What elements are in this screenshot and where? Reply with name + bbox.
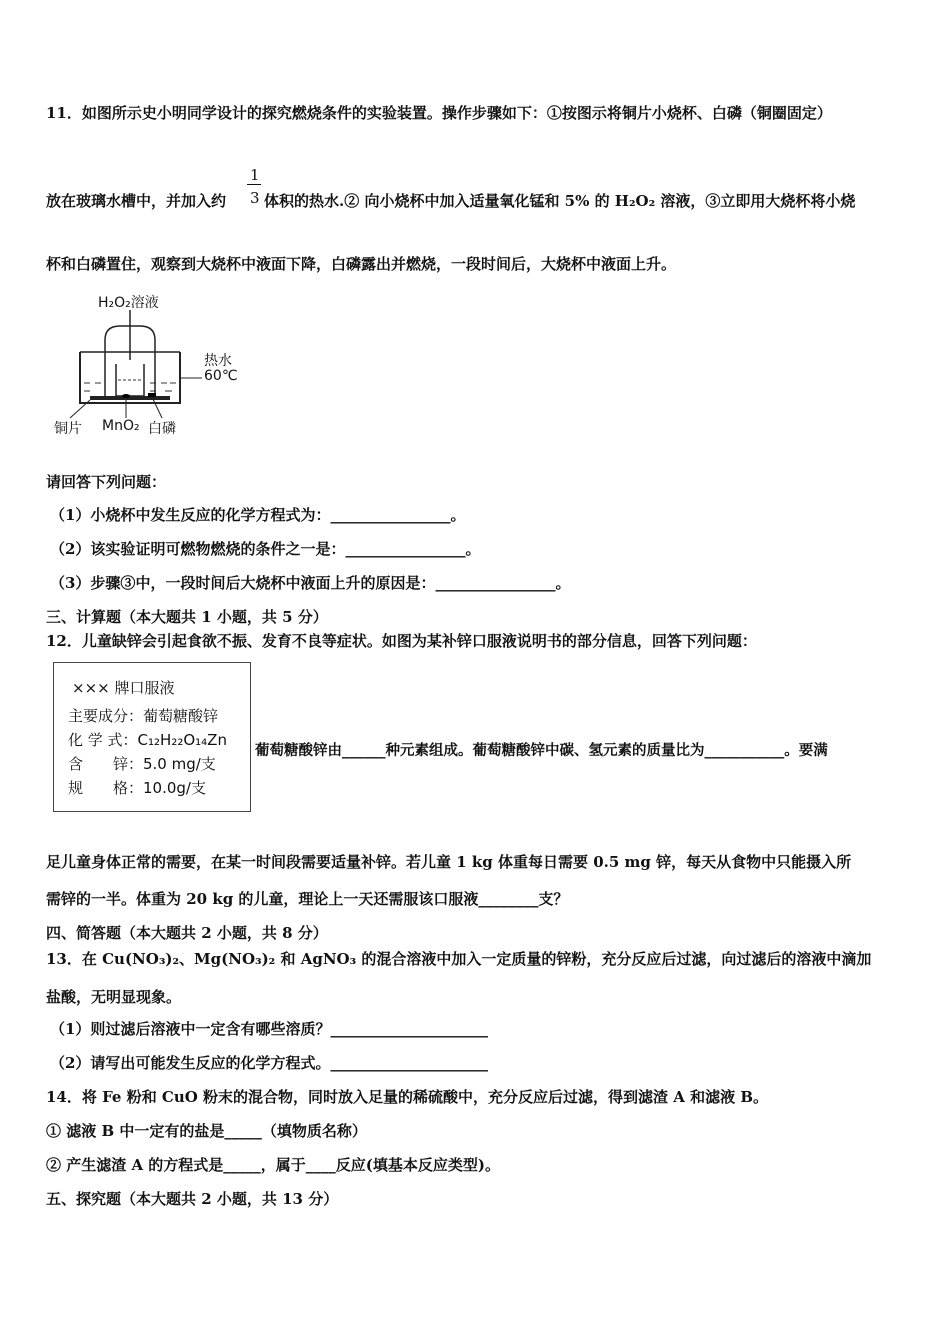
q12-line2: 足儿童身体正常的需要，在某一时间段需要适量补锌。若儿童 1 kg 体重每日需要 0.5 mg 锌，每天从食物中只能摄入所 xyxy=(46,853,852,871)
fraction-bar xyxy=(247,184,261,185)
q11-line2a: 放在玻璃水槽中，并加入约 xyxy=(46,192,227,210)
apparatus-figure xyxy=(50,290,250,440)
label-title: ××× 牌口服液 xyxy=(72,679,175,697)
q13-line2: 盐酸，无明显现象。 xyxy=(46,988,182,1006)
q11-sub2: （2）该实验证明可燃物燃烧的条件之一是：________________。 xyxy=(50,540,481,558)
hot-water-label: 热水 xyxy=(204,353,232,369)
section-3-heading: 三、计算题（本大题共 1 小题，共 5 分） xyxy=(46,608,328,626)
q14-sub2: ② 产生滤渣 A 的方程式是_____，属于____反应(填基本反应类型)。 xyxy=(46,1156,501,1174)
q13-line1: 13．在 Cu(NO₃)₂、Mg(NO₃)₂ 和 AgNO₃ 的混合溶液中加入一定质量的锌粉，充分反应后过滤，向过滤后的溶液中滴加 xyxy=(46,950,872,968)
q14-sub1: ① 滤液 B 中一定有的盐是_____（填物质名称） xyxy=(46,1122,367,1140)
label-zinc-content: 含 锌：5.0 mg/支 xyxy=(68,755,216,773)
mno2-label: MnO₂ xyxy=(102,418,140,434)
q12-line3: 需锌的一半。体重为 20 kg 的儿童，理论上一天还需服该口服液________支？ xyxy=(46,890,569,908)
q12-line1: 12．儿童缺锌会引起食欲不振、发育不良等症状。如图为某补锌口服液说明书的部分信息，回答下列问题： xyxy=(46,632,757,650)
fraction-denominator: 3 xyxy=(250,189,260,207)
copper-plate-label: 铜片 xyxy=(54,421,82,437)
white-phosphorus-label: 白磷 xyxy=(148,421,176,437)
q13-sub2: （2）请写出可能发生反应的化学方程式。_____________________ xyxy=(50,1054,488,1072)
q11-line3: 杯和白磷置住，观察到大烧杯中液面下降，白磷露出并燃烧，一段时间后，大烧杯中液面上升。 xyxy=(46,255,677,273)
section-5-heading: 五、探究题（本大题共 2 小题，共 13 分） xyxy=(46,1190,339,1208)
q11-sub1: （1）小烧杯中发生反应的化学方程式为：________________。 xyxy=(50,506,466,524)
section-4-heading: 四、简答题（本大题共 2 小题，共 8 分） xyxy=(46,924,328,942)
q11-line2b: 体积的热水.② 向小烧杯中加入适量氧化锰和 5% 的 H₂O₂ 溶液，③立即用大烧杯将小烧 xyxy=(264,192,856,210)
medicine-label-box xyxy=(53,662,251,812)
fraction-numerator: 1 xyxy=(250,166,260,184)
q11-line1: 11．如图所示史小明同学设计的探究燃烧条件的实验装置。操作步骤如下：①按图示将铜片小烧杯、白磷（铜圈固定） xyxy=(46,104,832,122)
label-ingredient: 主要成分：葡萄糖酸锌 xyxy=(68,707,219,725)
q12-side-text: 葡萄糖酸锌由______种元素组成。葡萄糖酸锌中碳、氢元素的质量比为___________。要满 xyxy=(255,742,828,759)
temperature-label: 60℃ xyxy=(204,368,238,384)
label-spec: 规 格：10.0g/支 xyxy=(68,779,206,797)
label-formula: 化 学 式：C₁₂H₂₂O₁₄Zn xyxy=(68,731,227,749)
q14-line1: 14．将 Fe 粉和 CuO 粉末的混合物，同时放入足量的稀硫酸中，充分反应后过滤，得到滤渣 A 和滤液 B。 xyxy=(46,1088,769,1106)
q11-prompt: 请回答下列问题： xyxy=(46,473,167,491)
q13-sub1: （1）则过滤后溶液中一定含有哪些溶质？_____________________ xyxy=(50,1020,488,1038)
q11-sub3: （3）步骤③中，一段时间后大烧杯中液面上升的原因是：________________。 xyxy=(50,574,571,592)
h2o2-solution-label: H₂O₂溶液 xyxy=(98,295,159,311)
